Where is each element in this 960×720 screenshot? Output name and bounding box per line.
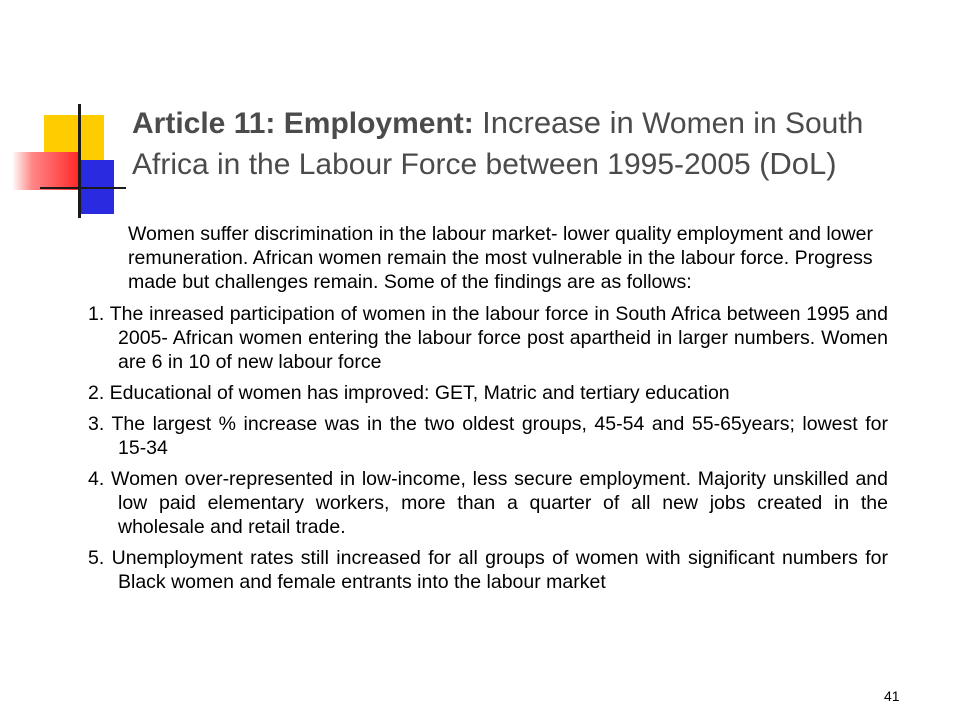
finding-item-5: 5. Unemployment rates still increased for all groups of women with significant numbers for Black women and female entrants into the labour market: [88, 547, 888, 593]
finding-item-3: 3. The largest % increase was in the two oldest groups, 45-54 and 55-65years; lowest for 15-34: [88, 413, 888, 459]
logo-horizontal-line: [40, 187, 126, 189]
finding-item-2: 2. Educational of women has improved: GET, Matric and tertiary education: [88, 382, 730, 404]
title-employment: Employment:: [283, 107, 474, 140]
title-article: Article 11:: [132, 107, 276, 140]
intro-paragraph: Women suffer discrimination in the labour market- lower quality employment and lower remuneration. African women remain the most vulnerable in the labour force. Progress made but challenges remain. Some of the findings are as follows:: [128, 223, 873, 293]
finding-item-1: 1. The inreased participation of women in the labour force in South Africa between 1995 and 2005- African women entering the labour force post apartheid in larger numbers. Women are 6 in 10 of new labour force: [88, 303, 888, 373]
logo-red-gradient-bar: [12, 152, 78, 190]
page-number: 41: [884, 688, 900, 704]
logo-vertical-line: [78, 104, 81, 218]
slide-title: [132, 103, 932, 185]
finding-item-4: 4. Women over-represented in low-income, less secure employment. Majority unskilled and low paid elementary workers, more than a quarter of all new jobs created in the wholesale and retail trade.: [88, 468, 888, 538]
title-source: (DoL): [759, 146, 837, 181]
title-increase: Increase in: [482, 105, 634, 140]
title-subject: Women in South Africa in the Labour Force between 1995-2005: [132, 107, 864, 181]
slide-body: [88, 222, 888, 601]
